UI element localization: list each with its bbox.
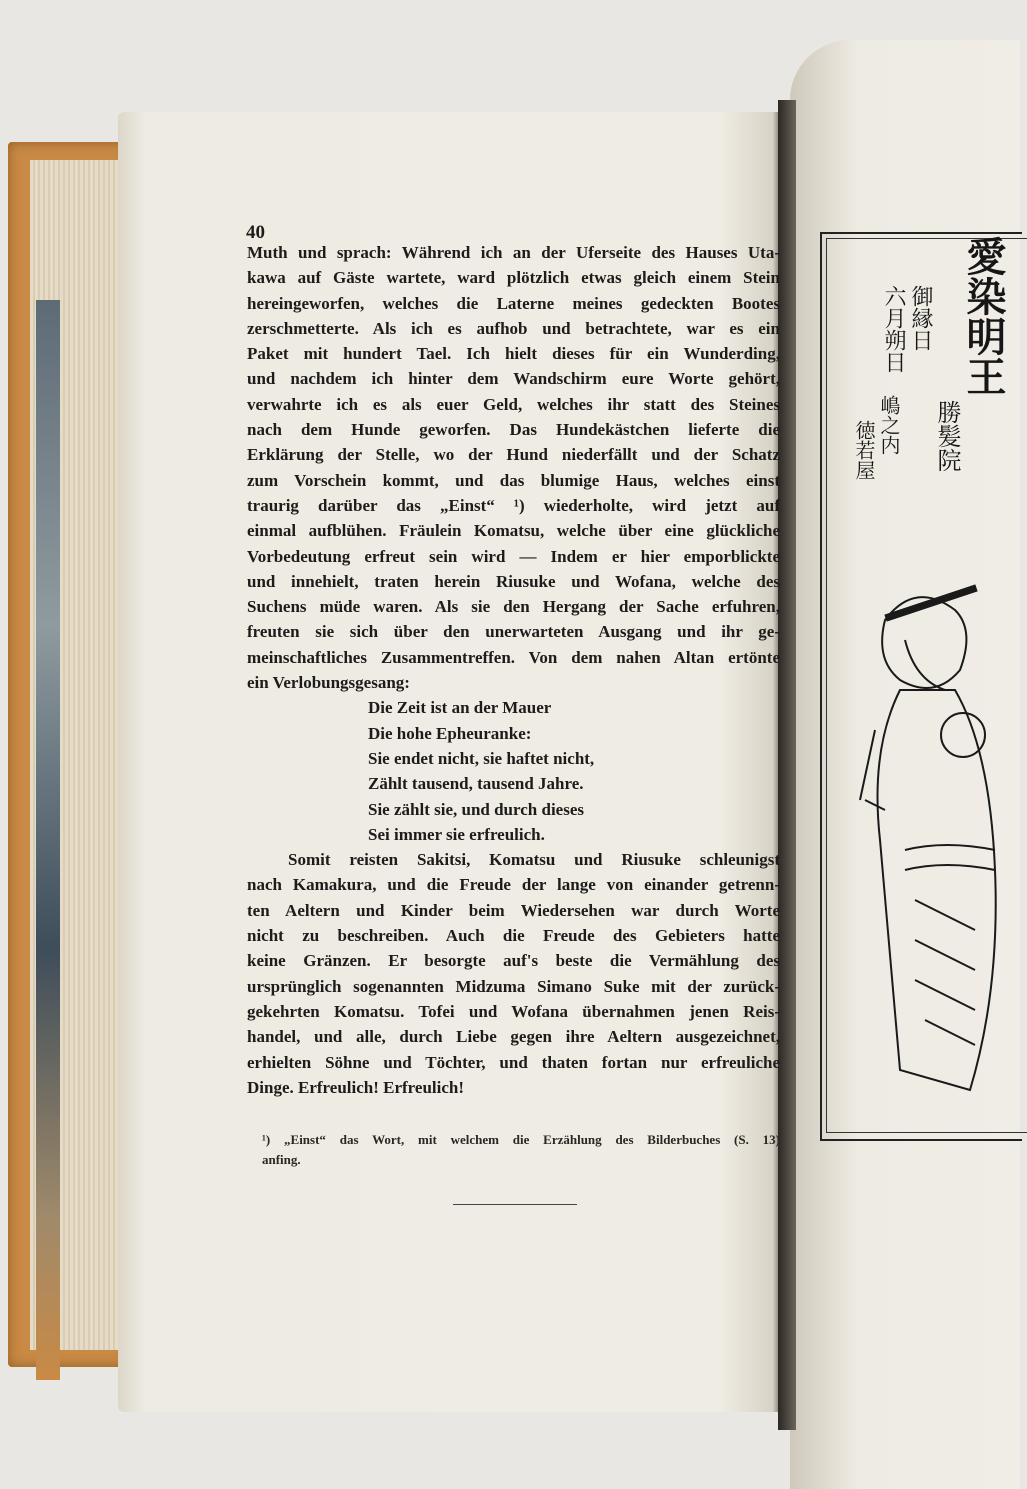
text-line: Dinge. Erfreulich! Erfreulich! xyxy=(247,1077,465,1097)
text-line: und nachdem ich hinter dem Wandschirm eure Worte gehört, xyxy=(247,369,780,389)
text-line: ursprünglich sogenannten Midzuma Simano Suke mit der zurück- xyxy=(247,976,780,996)
poem-line: Sei immer sie erfreulich. xyxy=(368,824,545,844)
text-line: handel, und alle, durch Liebe gegen ihre Aeltern ausgezeichnet, xyxy=(247,1027,780,1047)
footnote-line: anfing. xyxy=(262,1152,301,1167)
text-line: verwahrte ich es als euer Geld, welches ihr statt des Steines xyxy=(247,394,780,414)
illustration-caption: 御縁日 xyxy=(908,285,933,351)
text-line: Paket mit hundert Tael. Ich hielt dieses für ein Wunderding, xyxy=(247,344,780,364)
illustration-caption: 徳若屋 xyxy=(852,420,876,480)
text-line: traurig darüber das „Einst“ ¹) wiederholte, wird jetzt auf xyxy=(247,495,780,515)
text-line: nach dem Hunde geworfen. Das Hundekästchen lieferte die xyxy=(247,420,780,440)
page-number: 40 xyxy=(246,222,265,243)
text-line: freuten sie sich über den unerwarteten Ausgang und ihr ge- xyxy=(247,622,780,642)
poem-line: Die hohe Epheuranke: xyxy=(368,723,532,743)
text-line: hereingeworfen, welches die Laterne meines gedeckten Bootes xyxy=(247,293,780,313)
text-line: keine Gränzen. Er besorgte auf's beste die Vermählung des xyxy=(247,951,780,971)
text-line: Somit reisten Sakitsi, Komatsu und Riusuke schleunigst xyxy=(288,850,780,870)
illustration-caption: 勝髪院 xyxy=(933,400,961,472)
geisha-illustration xyxy=(845,580,1005,1120)
text-line: Muth und sprach: Während ich an der Uferseite des Hauses Uta- xyxy=(247,243,780,262)
body-text xyxy=(247,240,780,1100)
text-line: ten Aeltern und Kinder beim Wiedersehen war durch Worte xyxy=(247,900,780,920)
text-line: gekehrten Komatsu. Tofei und Wofana übernahmen jenen Reis- xyxy=(247,1001,780,1021)
footnote-line: ¹) „Einst“ das Wort, mit welchem die Erzählung des Bilderbuches (S. 13) xyxy=(262,1132,780,1147)
poem-line: Die Zeit ist an der Mauer xyxy=(368,698,552,718)
illustration-title: 愛染明王 xyxy=(960,236,1007,396)
poem-line: Zählt tausend, tausend Jahre. xyxy=(368,774,584,794)
cover-endpaper xyxy=(36,300,60,1380)
text-line: Vorbedeutung erfreut sein wird — Indem er hier emporblickte xyxy=(247,546,780,566)
text-line: meinschaftliches Zusammentreffen. Von dem nahen Altan ertönte xyxy=(247,647,780,667)
end-rule xyxy=(453,1204,577,1205)
text-line: zum Vorschein kommt, und das blumige Haus, welches einst xyxy=(247,470,780,490)
text-line: nicht zu beschreiben. Auch die Freude des Gebieters hatte xyxy=(247,926,780,946)
poem-line: Sie zählt sie, und durch dieses xyxy=(368,799,585,819)
text-line: zerschmetterte. Als ich es aufhob und betrachtete, war es ein xyxy=(247,318,780,338)
poem-line: Sie endet nicht, sie haftet nicht, xyxy=(368,748,595,768)
text-line: erhielten Söhne und Töchter, und thaten fortan nur erfreuliche xyxy=(247,1052,780,1072)
text-line: Erklärung der Stelle, wo der Hund niederfällt und der Schatz xyxy=(247,445,780,465)
illustration-caption: 嶋之内 xyxy=(877,395,901,455)
text-line: Suchens müde waren. Als sie den Hergang der Sache erfuhren, xyxy=(247,597,780,617)
footnote xyxy=(262,1130,780,1170)
text-line: kawa auf Gäste wartete, ward plötzlich etwas gleich einem Stein xyxy=(247,268,780,288)
illustration-caption: 六月朔日 xyxy=(881,285,906,373)
text-line: und innehielt, traten herein Riusuke und Wofana, welche des xyxy=(247,571,780,591)
book-gutter xyxy=(778,100,796,1430)
text-line: nach Kamakura, und die Freude der lange von einander getrenn- xyxy=(247,875,780,895)
text-line: einmal aufblühen. Fräulein Komatsu, welche über eine glückliche xyxy=(247,521,780,541)
text-line: ein Verlobungsgesang: xyxy=(247,673,410,693)
